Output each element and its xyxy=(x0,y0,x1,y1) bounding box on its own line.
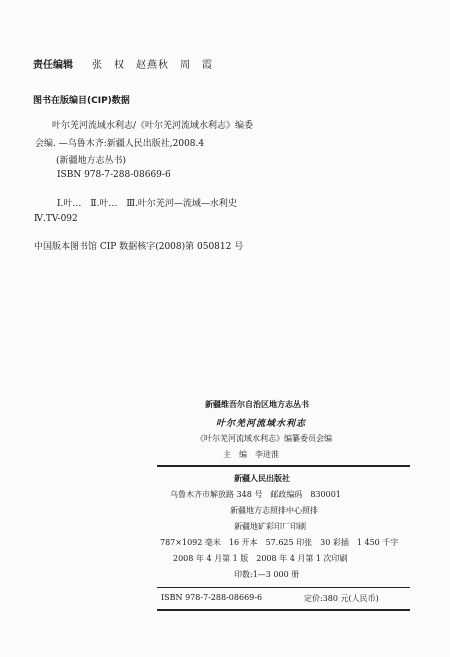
publisher-address: 乌鲁木齐市解放路 348 号 邮政编码 830001 xyxy=(170,490,341,499)
cip-line-3: (新疆地方志丛书) xyxy=(56,156,127,166)
specs-line: 787×1092 毫米 16 开本 57.625 印张 30 彩插 1 450 千字 xyxy=(160,538,399,547)
cip-library-note: 中国版本图书馆 CIP 数据核字(2008)第 050812 号 xyxy=(34,242,244,252)
edition-line: 2008 年 4 月第 1 版 2008 年 4 月第 1 次印刷 xyxy=(173,554,348,563)
committee-line: 《叶尔羌河流域水利志》编纂委员会编 xyxy=(196,434,332,443)
cip-isbn: ISBN 978-7-288-08669-6 xyxy=(57,170,171,180)
series-title: 新疆维吾尔自治区地方志丛书 xyxy=(205,400,309,409)
cip-heading: 图书在版编目(CIP)数据 xyxy=(33,96,130,106)
colophon-top-rule xyxy=(157,465,410,467)
editors-names: 张 权 赵燕秋 周 霞 xyxy=(92,60,213,71)
print-run-line: 印数:1—3 000 册 xyxy=(234,570,300,579)
colophon-bottom-rule xyxy=(157,609,410,611)
book-title: 叶尔羌河流域水利志 xyxy=(216,419,307,429)
printer-line: 新疆地矿彩印厂印刷 xyxy=(234,522,306,531)
cip-subject-line-1: Ⅰ.叶… Ⅱ.叶… Ⅲ.叶尔羌河—流域—水利史 xyxy=(57,199,237,209)
chief-editor: 主 编 李进淮 xyxy=(223,450,279,459)
cip-line-1: 叶尔羌河流域水利志/《叶尔羌河流域水利志》编委 xyxy=(52,121,254,131)
cip-line-2: 会编. —乌鲁木齐:新疆人民出版社,2008.4 xyxy=(35,139,205,149)
price-line: 定价:380 元(人民币) xyxy=(304,594,379,603)
colophon-mid-rule xyxy=(157,587,410,588)
cip-subject-line-2: Ⅳ.TV-092 xyxy=(34,214,78,224)
typesetting-line: 新疆地方志照排中心照排 xyxy=(230,506,318,515)
editors-label: 责任编辑 xyxy=(33,60,73,71)
publisher-name: 新疆人民出版社 xyxy=(234,474,290,483)
colophon-isbn: ISBN 978-7-288-08669-6 xyxy=(161,593,263,602)
